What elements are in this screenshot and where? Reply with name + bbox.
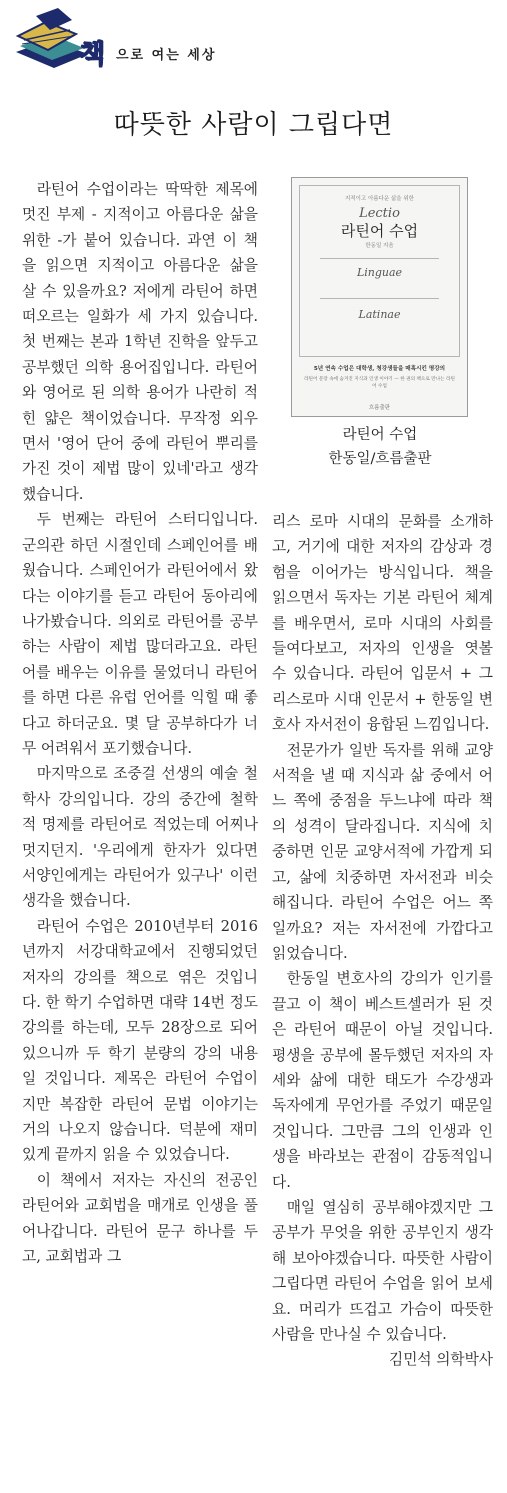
article-headline: 따뜻한 사람이 그립다면	[113, 110, 394, 140]
book-caption-author-publisher: 한동일/흐름출판	[328, 451, 432, 467]
book-cover-rule	[320, 258, 439, 259]
section-header	[10, 6, 310, 72]
book-cover-latin-word: Lectio	[359, 206, 400, 221]
book-cover-frame	[299, 185, 460, 357]
body-column-right	[272, 509, 493, 1373]
book-cover-latin-word: Linguae	[356, 266, 403, 279]
author-byline: 김민석 의학박사	[389, 1351, 493, 1369]
paragraph: 라틴어 수업이라는 딱딱한 제목에 멋진 부제 - 지적이고 아름다운 삶을 위한 -가 붙어 있습니다. 과연 이 책을 읽으면 지적이고 아름다운 삶을 살 수 있을까요? 저에게 라틴어 하면 떠오르는 일화가 세 가지 있습니다. 첫 번째는 본과 1학년 진학을 앞두고 공부했던 의학 용어집입니다. 라틴어와 영어로 된 의학 용어가 나란히 적힌 얇은 책이었습니다. 무작정 외우면서 '영어 단어 중에 라틴어 뿌리를 가진 것이 제법 많이 있네'라고 생각했습니다.	[22, 181, 258, 503]
book-caption-title: 라틴어 수업	[342, 427, 418, 443]
book-cover-tagline: 5년 연속 수업은 대학생, 청강생들을 매혹시킨 명강의	[313, 366, 446, 372]
book-cover-title: 라틴어 수업	[340, 222, 419, 240]
book-caption	[262, 423, 498, 471]
book-cover-publisher: 흐름출판	[368, 405, 391, 411]
paragraph: 전문가가 일반 독자를 위해 교양서적을 낼 때 지식과 삶 중에서 어느 쪽에 중점을 두느냐에 따라 책의 성격이 달라집니다. 지식에 치중하면 인문 교양서적에 가깝게 되고, 삶에 치중하면 자서전과 비슷해집니다. 라틴어 수업은 어느 쪽일까요? 저는 자서전에 가깝다고 읽었습니다.	[272, 741, 493, 962]
book-cover	[291, 177, 468, 417]
books-logo-icon	[10, 6, 90, 72]
book-cover-subtitle: 지적이고 아름다운 삶을 위한	[344, 196, 414, 202]
paragraph: 한동일 변호사의 강의가 인기를 끌고 이 책이 베스트셀러가 된 것은 라틴어 때문이 아닐 것입니다. 평생을 공부에 몰두했던 저자의 자세와 삶에 대한 태도가 수강생과 독자에게 무언가를 주었기 때문일 것입니다. 그만큼 그의 인생과 인생을 바라보는 관점이 감동적입니다.	[272, 970, 493, 1191]
book-cover-author: 한동일 지음	[365, 243, 394, 249]
book-cover-rule	[320, 298, 439, 299]
paragraph: 매일 열심히 공부해야겠지만 그 공부가 무엇을 위한 공부인지 생각해 보아야겠습니다. 따뜻한 사람이 그립다면 라틴어 수업을 읽어 보세요. 머리가 뜨겁고 가슴이 따뜻한 사람을 만나실 수 있습니다.	[272, 1198, 493, 1343]
paragraph: 리스 로마 시대의 문화를 소개하고, 거기에 대한 저자의 감상과 경험을 이어가는 방식입니다. 책을 읽으면서 독자는 기본 라틴어 체계를 배우면서, 로마 시대의 사회를 들여다보고, 저자의 인생을 엿볼 수 있습니다. 라틴어 입문서 + 그리스로마 시대 인문서 + 한동일 변호사 자서전이 융합된 느낌입니다.	[272, 513, 493, 734]
section-title-char: 책	[80, 40, 106, 70]
paragraph: 라틴어 수업은 2010년부터 2016년까지 서강대학교에서 진행되었던 저자의 강의를 책으로 엮은 것입니다. 한 학기 수업하면 대략 14번 정도 강의를 하는데, 모두 28장으로 되어 있으니까 두 학기 분량의 강의 내용일 것입니다. 제목은 라틴어 수업이지만 복잡한 라틴어 문법 이야기는 거의 나오지 않습니다. 덕분에 재미있게 끝까지 읽을 수 있었습니다.	[22, 917, 258, 1164]
section-title: 으로 여는 세상	[116, 48, 217, 63]
book-cover-latin-word: Latinae	[358, 308, 401, 321]
paragraph: 이 책에서 저자는 자신의 전공인 라틴어와 교회법을 매개로 인생을 풀어나갑니다. 라틴어 문구 하나를 두고, 교회법과 그	[22, 1171, 258, 1266]
body-column-left	[22, 177, 258, 1269]
paragraph: 마지막으로 조중걸 선생의 예술 철학사 강의입니다. 강의 중간에 철학적 명제를 라틴어로 적었는데 어찌나 멋지던지. '우리에게 한자가 있다면 서양인에게는 라틴어가 있구나' 이런 생각을 했습니다.	[22, 765, 258, 910]
book-cover-blurb: 라틴어 문장 속에 숨겨진 지식과 인생 이야기 — 한 권의 책으로 만나는 라틴어 수업	[304, 377, 455, 389]
paragraph: 두 번째는 라틴어 스터디입니다. 군의관 하던 시절인데 스페인어를 배웠습니다. 스페인어가 라틴어에서 왔다는 이야기를 듣고 라틴어 동아리에 나가봤습니다. 의외로 라틴어를 공부하는 사람이 제법 많더라고요. 라틴어를 배우는 이유를 물었더니 라틴어를 하면 다른 유럽 언어를 익힐 때 좋다고 하더군요. 몇 달 공부하다가 너무 어려워서 포기했습니다.	[22, 511, 258, 757]
